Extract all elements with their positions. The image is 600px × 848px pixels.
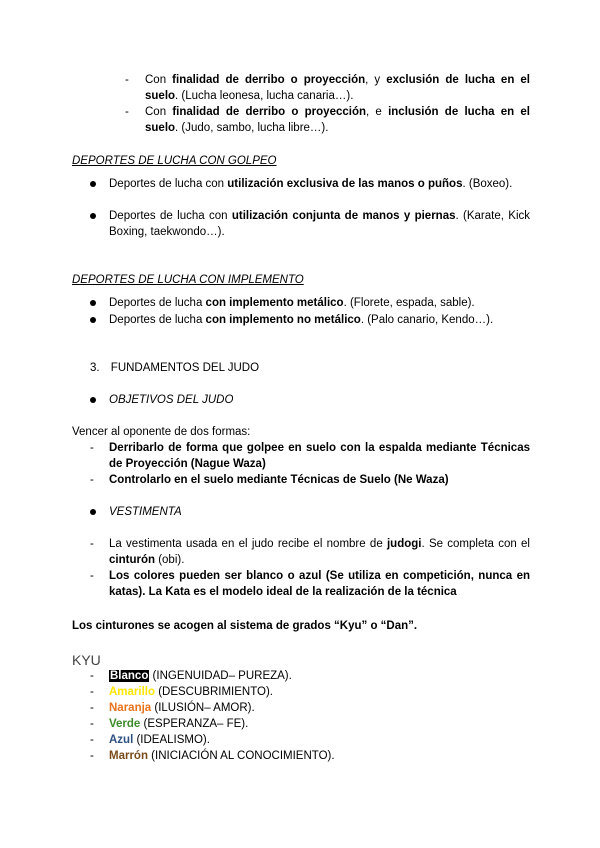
- dash-marker: -: [90, 538, 94, 550]
- list-item-implemento-metalico: Deportes de lucha con implemento metálico. (Florete, espada, sable).: [90, 295, 530, 311]
- cinturones-statement: Los cinturones se acogen al sistema de grados “Kyu” o “Dan”.: [72, 620, 418, 632]
- list-item-colores: - Los colores pueden ser blanco o azul (Se utiliza en competición, nunca en katas). La Kata es el modelo ideal de la realización de la técnica: [90, 570, 530, 598]
- bullet-icon: [90, 181, 96, 187]
- list-item-implemento-no-metalico: Deportes de lucha con implemento no metálico. (Palo canario, Kendo…).: [90, 312, 530, 328]
- kyu-color-name: Naranja: [109, 702, 152, 714]
- kyu-item: [90, 684, 273, 700]
- kyu-color-name: Verde: [109, 718, 141, 730]
- kyu-item: [90, 732, 210, 748]
- bullet-icon: [90, 509, 96, 515]
- section-fundamentos: [90, 360, 259, 376]
- list-item-derribo-exclusion: - Con finalidad de derribo o proyección, y exclusión de lucha en el suelo. (Lucha leonesa, lucha canaria…).: [125, 74, 530, 102]
- dash-marker: -: [90, 570, 94, 582]
- objetivos-intro: Vencer al oponente de dos formas:: [72, 426, 251, 438]
- dash-marker: -: [125, 106, 129, 118]
- kyu-meaning: (IDEALISMO).: [133, 734, 210, 746]
- list-item-judogi: - La vestimenta usada en el judo recibe el nombre de judogi. Se completa con el cinturón (obi).: [90, 538, 530, 566]
- heading-vestimenta: VESTIMENTA: [90, 504, 182, 520]
- kyu-meaning: (INGENUIDAD– PUREZA).: [149, 670, 292, 682]
- dash-marker: -: [125, 74, 129, 86]
- kyu-item: [90, 668, 292, 684]
- kyu-meaning: (ESPERANZA– FE).: [140, 718, 249, 730]
- dash-marker: -: [90, 750, 94, 762]
- kyu-item: [90, 748, 335, 764]
- dash-marker: -: [90, 442, 94, 454]
- kyu-color-name: Azul: [109, 734, 134, 746]
- bullet-icon: [90, 300, 96, 306]
- dash-marker: -: [90, 474, 94, 486]
- kyu-item: [90, 716, 248, 732]
- dash-marker: -: [90, 718, 94, 730]
- kyu-color-name: Marrón: [109, 750, 148, 762]
- heading-objetivos: OBJETIVOS DEL JUDO: [90, 392, 233, 408]
- dash-marker: -: [90, 702, 94, 714]
- list-item-derribo-inclusion: - Con finalidad de derribo o proyección, e inclusión de lucha en el suelo. (Judo, sambo, lucha libre…).: [125, 106, 530, 134]
- heading-kyu: KYU: [72, 652, 101, 668]
- bullet-icon: [90, 213, 96, 219]
- bullet-icon: [90, 317, 96, 323]
- kyu-item: [90, 700, 255, 716]
- heading-golpeo: DEPORTES DE LUCHA CON GOLPEO: [72, 155, 277, 167]
- heading-implemento: DEPORTES DE LUCHA CON IMPLEMENTO: [72, 274, 304, 286]
- kyu-meaning: (INICIACIÓN AL CONOCIMIENTO).: [147, 750, 335, 762]
- list-item-golpeo-manos: Deportes de lucha con utilización exclusiva de las manos o puños. (Boxeo).: [90, 176, 530, 192]
- dash-marker: -: [90, 670, 94, 682]
- kyu-color-name: Amarillo: [109, 686, 156, 698]
- list-item-objetivo-control: - Controlarlo en el suelo mediante Técnicas de Suelo (Ne Waza): [90, 474, 449, 486]
- list-item-golpeo-manos-piernas: Deportes de lucha con utilización conjunta de manos y piernas. (Karate, Kick Boxing, taekwondo…).: [90, 208, 530, 240]
- kyu-meaning: (ILUSIÓN– AMOR).: [151, 702, 255, 714]
- dash-marker: -: [90, 686, 94, 698]
- kyu-color-name: Blanco: [110, 670, 149, 682]
- dash-marker: -: [90, 734, 94, 746]
- section-title: FUNDAMENTOS DEL JUDO: [110, 362, 260, 374]
- list-item-objetivo-derribo: - Derribarlo de forma que golpee en suelo con la espalda mediante Técnicas de Proyección (Nague Waza): [90, 442, 530, 470]
- section-number: 3.: [90, 362, 100, 374]
- bullet-icon: [90, 397, 96, 403]
- kyu-meaning: (DESCUBRIMIENTO).: [155, 686, 274, 698]
